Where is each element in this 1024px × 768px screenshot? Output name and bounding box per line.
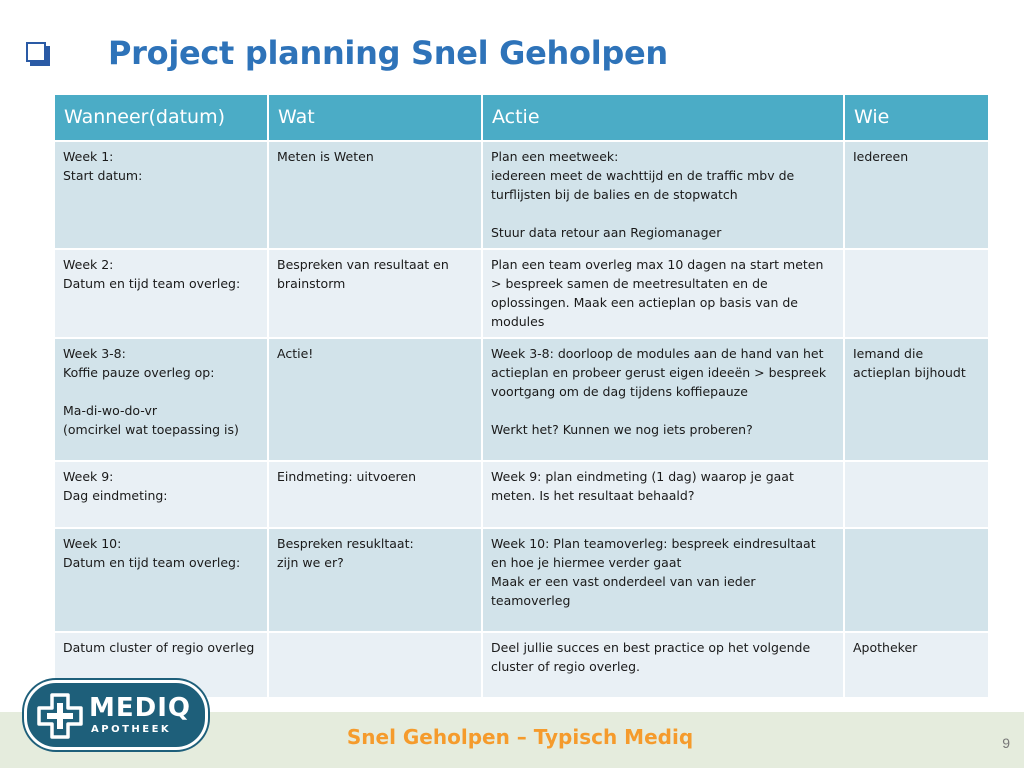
planning-table (53, 93, 990, 699)
cell-wanneer: Week 1: Start datum: (54, 141, 268, 249)
page-title: Project planning Snel Geholpen (108, 34, 668, 72)
footer-slogan: Snel Geholpen – Typisch Mediq (346, 725, 694, 749)
cell-actie: Week 9: plan eindmeting (1 dag) waarop je gaat meten. Is het resultaat behaald? (482, 461, 844, 528)
cell-wanneer: Week 2: Datum en tijd team overleg: (54, 249, 268, 338)
cell-actie: Week 10: Plan teamoverleg: bespreek eindresultaat en hoe je hiermee verder gaat Maak er een vast onderdeel van van ieder teamoverleg (482, 528, 844, 632)
pharmacy-cross-icon (35, 691, 85, 741)
cell-actie: Week 3-8: doorloop de modules aan de hand van het actieplan en probeer gerust eigen ideeën > bespreek voortgang om de dag tijdens koffiepauze Werkt het? Kunnen we nog iets proberen? (482, 338, 844, 461)
cell-actie: Plan een team overleg max 10 dagen na start meten > bespreek samen de meetresultaten en de oplossingen. Maak een actieplan op basis van de modules (482, 249, 844, 338)
table-row (54, 141, 989, 249)
logo-subtitle: APOTHEEK (91, 724, 172, 735)
table-row (54, 528, 989, 632)
cell-wat: Meten is Weten (268, 141, 482, 249)
cell-wat (268, 632, 482, 698)
page-number: 9 (1002, 735, 1010, 751)
cell-wie: Apotheker (844, 632, 989, 698)
cell-actie: Plan een meetweek: iedereen meet de wachttijd en de traffic mbv de turflijsten bij de balies en de stopwatch Stuur data retour aan Regiomanager (482, 141, 844, 249)
cell-wat: Actie! (268, 338, 482, 461)
checkbox-bullet-icon (26, 42, 46, 62)
header-actie: Actie (482, 94, 844, 141)
cell-actie: Deel jullie succes en best practice op het volgende cluster of regio overleg. (482, 632, 844, 698)
cell-wie (844, 528, 989, 632)
cell-wat: Eindmeting: uitvoeren (268, 461, 482, 528)
cell-wie (844, 249, 989, 338)
table-header-row (54, 94, 989, 141)
logo-wordmark: MEDIQ (89, 693, 191, 723)
cell-wanneer: Datum cluster of regio overleg (54, 632, 268, 698)
cell-wanneer: Week 10: Datum en tijd team overleg: (54, 528, 268, 632)
cell-wat: Bespreken resukltaat: zijn we er? (268, 528, 482, 632)
table-row (54, 461, 989, 528)
cell-wie: Iedereen (844, 141, 989, 249)
cell-wanneer: Week 9: Dag eindmeting: (54, 461, 268, 528)
header-wanneer: Wanneer(datum) (54, 94, 268, 141)
cell-wie: Iemand die actieplan bijhoudt (844, 338, 989, 461)
cell-wat: Bespreken van resultaat en brainstorm (268, 249, 482, 338)
mediq-logo (24, 680, 208, 750)
table-row (54, 249, 989, 338)
cell-wie (844, 461, 989, 528)
header-wie: Wie (844, 94, 989, 141)
header-wat: Wat (268, 94, 482, 141)
cell-wanneer: Week 3-8: Koffie pauze overleg op: Ma-di-wo-do-vr (omcirkel wat toepassing is) (54, 338, 268, 461)
table-row (54, 338, 989, 461)
